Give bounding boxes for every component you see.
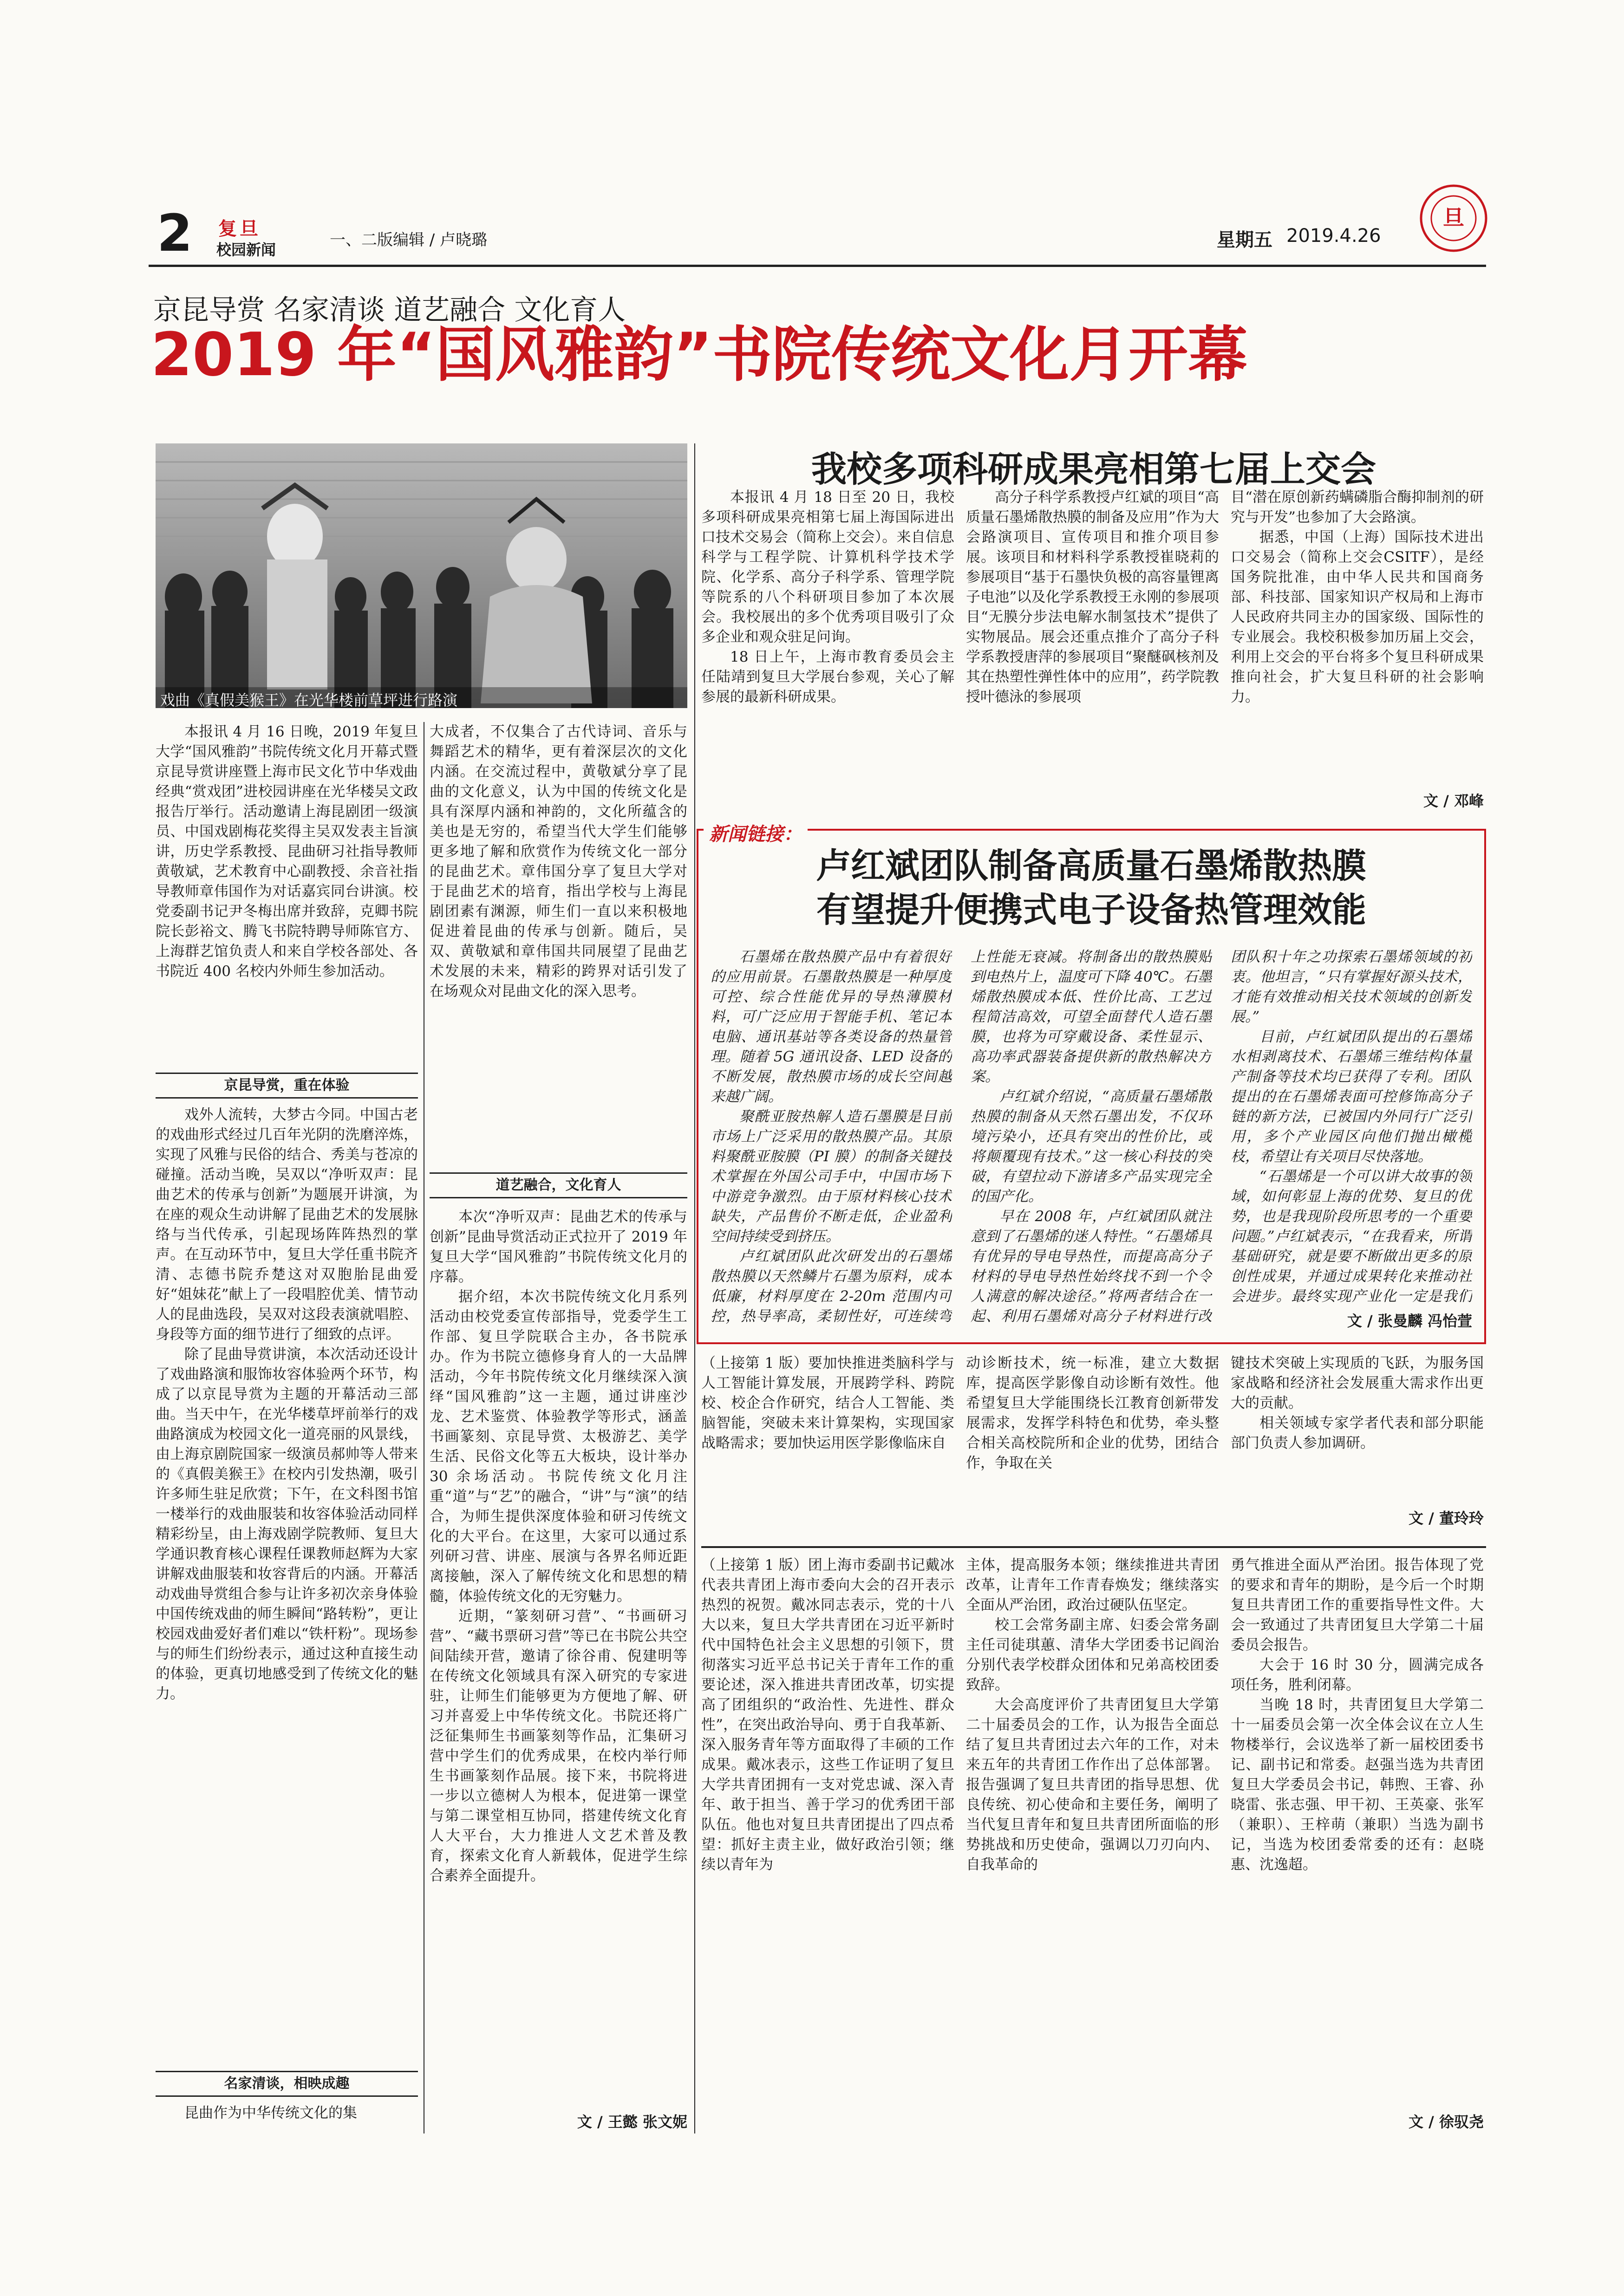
lead-col1d: [156, 2103, 418, 2131]
lead-photo: [156, 443, 687, 708]
cont2-paragraph-2: 主体，提高服务本领；继续推进共青团改革，让青年工作青春焕发；继续落实全面从严治团，政治过硬队伍坚定。: [966, 1557, 1219, 1613]
news-link-col2: [971, 947, 1212, 1328]
cont1-col2: [966, 1353, 1219, 1535]
news-link-paragraph-3: 卢红斌团队此次研发出的石墨烯散热膜以天然鳞片石墨为原料，成本低廉，材料厚度在 2-20m 范围内可控，热导率高，柔韧性好，可连续弯: [711, 1248, 952, 1325]
news-link-paragraph-7: 团队积十年之功探索石墨烯领域的初衷。他坦言，“只有掌握好源头技术，才能有效推动相关技术领域的创新发展。”: [1231, 949, 1472, 1025]
news-link-col1: [711, 947, 952, 1328]
news-link-headline-2: 有望提升便携式电子设备热管理效能: [816, 890, 1366, 930]
lead-paragraph-intro-month: 据介绍，本次书院传统文化月系列活动由校党委宣传部指导，党委学生工作部、复旦学院联合主办，各书院承办。作为书院立德修身育人的一大品牌活动，今年书院传统文化月继续深入演绎“国风雅韵”这一主题，通过讲座沙龙、艺术鉴赏、体验教学等形式，涵盖书画篆刻、京昆导赏、太极游艺、美学生活、民俗文化等五大板块，设计举办 30 余场活动。书院传统文化月注重“道”与“艺”的融合，“讲”与“演”的结合，为师生提供深度体验和研习传统文化的大平台。在这里，大家可以通过系列研习营、讲座、展演与各界名师近距离接触，深入了解传统文化和思想的精髓，体验传统文化的无穷魅力。: [430, 1288, 687, 1605]
university-seal: [1419, 183, 1488, 253]
lead-paragraph-mingjia: 昆曲作为中华传统文化的集: [184, 2105, 357, 2121]
lead-paragraph-roadshow: 除了昆曲导赏讲演，本次活动还设计了戏曲路演和服饰妆容体验两个环节，构成了以京昆导赏为主题的开幕活动三部曲。当天中午，在光华楼草坪前举行的戏曲路演成为校园文化一道亮丽的风景线，由上海京剧院国家一级演员郝帅等人带来的《真假美猴王》在校内引发热潮，吸引许多师生驻足欣赏；下午，在文科图书馆一楼举行的戏曲服装和妆容体验活动同样精彩纷呈，由上海戏剧学院教师、复旦大学通识教育核心课程任课教师赵辉为大家讲解戏曲服装和妆容背后的内涵。开幕活动戏曲导赏组合参与让许多初次亲身体验中国传统戏曲的师生瞬间“路转粉”，更让校园戏曲爱好者们难以“铁杆粉”。现场参与的师生们纷纷表示，通过这种直接生动的体验，更真切地感受到了传统文化的魅力。: [156, 1346, 418, 1702]
lead-paragraph-kunqu: 大成者，不仅集合了古代诗词、音乐与舞蹈艺术的精华，更有着深层次的文化内涵。在交流过程中，黄敬斌分享了昆曲的文化意义，认为中国的传统文化是具有深厚内涵和神韵的，文化所蕴含的美也是无穷的，希望当代大学生们能够更多地了解和欣赏作为传统文化一部分的昆曲艺术。章伟国分享了复旦大学对于昆曲艺术的培育，指出学校与上海昆剧团素有渊源，师生们一直以来积极地促进着昆曲的传承与创新。随后，吴双、黄敬斌和章伟国共同展望了昆曲艺术发展的未来，精彩的跨界对话引发了在场观众对昆曲文化的深入思考。: [430, 723, 687, 1000]
cont2-col3: [1231, 1555, 1484, 2108]
cont1-col3: [1231, 1353, 1484, 1502]
opera-photo-illustration: [156, 443, 687, 708]
news-link-byline: 文 / 张曼麟 冯怡萱: [1347, 1312, 1472, 1330]
expo-col3: [1231, 488, 1484, 785]
lead-subhead-2: 名家清谈，相映成趣: [156, 2071, 418, 2097]
svg-text:旦: 旦: [1443, 205, 1464, 230]
cont1-paragraph-4: 相关领域专家学者代表和部分职能部门负责人参加调研。: [1231, 1415, 1484, 1451]
lead-col2b: [430, 1207, 687, 2110]
expo-paragraph-3: 高分子科学系教授卢红斌的项目“高质量石墨烯散热膜的制备及应用”作为大会路演项目、宣传项目和推介项目参展。该项目和材料科学系教授崔晓莉的参展项目“基于石墨快负极的高容量锂离子电池”以及化学系教授王永刚的参展项目“无膜分步法电解水制氢技术”提供了实物展品。展会还重点推介了高分子科学系教授唐萍的参展项目“聚醚砜核剂及其在热塑性弹性体中的应用”，药学院教授叶德泳的参展项: [966, 489, 1219, 705]
expo-byline: 文 / 邓峰: [1423, 792, 1484, 810]
lead-col1b: [156, 1105, 418, 1723]
lead-col2: [430, 722, 687, 1168]
news-link-paragraph-2: 聚酰亚胺热解人造石墨膜是目前市场上广泛采用的散热膜产品。其原料聚酰亚胺膜（PI 膜）的制备关键技术掌握在外国公司手中，中国市场下中游竞争激烈。由于原材料核心技术缺失，产品售价不断走低，企业盈利空间持续受到挤压。: [711, 1108, 952, 1245]
lead-byline: 文 / 王懿 张文妮: [577, 2113, 687, 2131]
weekday: 星期五: [1217, 229, 1272, 251]
expo-headline: 我校多项科研成果亮相第七届上交会: [811, 449, 1376, 490]
expo-col2: [966, 488, 1219, 817]
cont2-paragraph-3: 校工会常务副主席、妇委会常务副主任司徒琪蕙、清华大学团委书记阎治分别代表学校群众团体和兄弟高校团委致辞。: [966, 1617, 1219, 1693]
news-link-paragraph-9: “石墨烯是一个可以讲大故事的领域，如何彰显上海的优势、复旦的优势，也是我现阶段所思考的一个重要问题。”卢红斌表示，“在我看来，所谓基础研究，就是要不断做出更多的原创性成果，并通过成果转化来推动社会进步。最终实现产业化一定是我们: [1231, 1168, 1472, 1305]
cont2-col1: [701, 1555, 954, 2131]
news-link-paragraph-4: 上性能无衰减。将制备出的散热膜贴到电热片上，温度可下降 40℃。石墨烯散热膜成本低、性价比高、工艺过程简洁高效，可望全面替代人造石墨膜，也将为可穿戴设备、柔性显示、高功率武器装备提供新的散热解决方案。: [971, 949, 1212, 1085]
lead-paragraph-intro: 本报讯 4 月 16 日晚，2019 年复旦大学“国风雅韵”书院传统文化月开幕式暨京昆导赏讲座暨上海市民文化节中华戏曲经典“赏戏团”进校园讲座在光华楼吴文政报告厅举行。活动邀请上海昆剧团一级演员、中国戏剧梅花奖得主吴双发表主旨演讲，历史学系教授、昆曲研习社指导教师黄敬斌，艺术教育中心副教授、余音社指导教师章伟国作为对话嘉宾同台讲演。校党委副书记尹冬梅出席并致辞，克卿书院院长彭裕文、腾飞书院特聘导师陈官方、上海群艺馆负责人和来自学校各部处、各书院近 400 名校内外师生参加活动。: [156, 723, 418, 980]
lead-subhead-1: 京昆导赏，重在体验: [156, 1073, 418, 1099]
lead-paragraph-daoshang: 戏外人流转，大梦古今同。中国古老的戏曲形式经过几百年光阴的洗磨淬炼，实现了风雅与民俗的结合、秀美与苍凉的碰撞。活动当晚，吴双以“净听双声：昆曲艺术的传承与创新”为题展开讲演，为在座的观众生动讲解了昆曲艺术的发展脉络与当代传承，引起现场阵阵热烈的掌声。在互动环节中，复旦大学任重书院齐清、志德书院乔楚这对双胞胎昆曲爱好“姐妹花”献上了一段唱腔优美、情节动人的昆曲选段，吴双对这段表演就唱腔、身段等方面的细节进行了细致的点评。: [156, 1106, 418, 1343]
news-link-paragraph-8: 目前，卢红斌团队提出的石墨烯水相剥离技术、石墨烯三维结构体量产制备等技术均已获得了专利。团队提出的在石墨烯表面可控修饰高分子链的新方法，已被国内外同行广泛引用，多个产业园区向他们抛出橄榄枝，希望让有关项目尽快落地。: [1231, 1028, 1472, 1165]
expo-paragraph-1: 本报讯 4 月 18 日至 20 日，我校多项科研成果亮相第七届上海国际进出口技术交易会（简称上交会）。来自信息科学与工程学院、计算机科学技术学院、化学系、高分子科学系、管理学院等院系的八个科研项目参加了本次展会。我校展出的多个优秀项目吸引了众多企业和观众驻足问询。: [701, 489, 954, 645]
lead-paragraph-opening: 本次“净听双声：昆曲艺术的传承与创新”昆曲导赏活动正式拉开了 2019 年复旦大学“国风雅韵”书院传统文化月的序幕。: [430, 1209, 687, 1285]
news-link-tag: 新闻链接：: [704, 820, 808, 846]
cont2-col2: [966, 1555, 1219, 2131]
photo-caption: 戏曲《真假美猴王》在光华楼前草坪进行路演: [160, 691, 458, 708]
expo-paragraph-5: 据悉，中国（上海）国际技术进出口交易会（简称上交会CSITF），是经国务院批准，由中华人民共和国商务部、科技部、国家知识产权局和上海市人民政府共同主办的国家级、国际性的专业展会。我校积极参加历届上交会，利用上交会的平台将多个复旦科研成果推向社会，扩大复旦科研的社会影响力。: [1231, 529, 1484, 705]
cont1-paragraph-1: （上接第 1 版）要加快推进类脑科学与人工智能计算发展，开展跨学科、跨院校、校企合作研究，结合人工智能、类脑智能，突破未来计算架构，实现国家战略需求；要加快运用医学影像临床自: [701, 1355, 954, 1451]
cont2-paragraph-5: 勇气推进全面从严治团。报告体现了党的要求和青年的期盼，是今后一个时期复旦共青团工作的重要指导性文件。大会一致通过了共青团复旦大学第二十届委员会报告。: [1231, 1557, 1484, 1653]
cont2-paragraph-4: 大会高度评价了共青团复旦大学第二十届委员会的工作，认为报告全面总结了复旦共青团过去六年的工作，对未来五年的共青团工作作出了总体部署。报告强调了复旦共青团的指导思想、优良传统、初心使命和主要任务，阐明了当代复旦青年和复旦共青团所面临的形势挑战和历史使命，强调以刀刃向内、自我革命的: [966, 1697, 1219, 1873]
section-name: 校园新闻: [216, 241, 276, 259]
lead-headline: 2019 年“国风雅韵”书院传统文化月开幕: [151, 320, 1248, 390]
cont1-col1: [701, 1353, 954, 1535]
lead-kicker: 京昆导赏 名家清谈 道艺融合 文化育人: [153, 294, 626, 326]
cont2-paragraph-1: （上接第 1 版）团上海市委副书记戴冰代表共青团上海市委向大会的召开表示热烈的祝贺。戴冰同志表示，党的十八大以来，复旦大学共青团在习近平新时代中国特色社会主义思想的引领下，贯彻落实习近平总书记关于青年工作的重要论述，深入推进共青团改革，切实提高了团组织的“政治性、先进性、群众性”，在突出政治导向、勇于自我革新、深入服务青年等方面取得了丰硕的工作成果。戴冰表示，这些工作证明了复旦大学共青团拥有一支对党忠诚、深入青年、敢于担当、善于学习的优秀团干部队伍。他也对复旦共青团提出了四点希望：抓好主责主业，做好政治引领；继续以青年为: [701, 1557, 954, 1873]
seal-icon: [1419, 183, 1488, 253]
news-link-headline-1: 卢红斌团队制备高质量石墨烯散热膜: [816, 846, 1366, 886]
cont1-byline: 文 / 董玲玲: [1409, 1509, 1484, 1527]
page-number: 2: [157, 203, 193, 263]
cont1-paragraph-2: 动诊断技术，统一标准，建立大数据库，提高医学影像自动诊断有效性。他希望复旦大学能围绕长江教育创新带发展需求，发挥学科特色和优势，牵头整合相关高校院所和企业的优势，团结合作，争取在关: [966, 1355, 1219, 1471]
lead-paragraph-recent: 近期，“篆刻研习营”、“书画研习营”、“藏书票研习营”等已在书院公共空间陆续开营，邀请了徐谷甫、倪建明等在传统文化领域具有深入研究的专家进驻，让师生们能够更为方便地了解、研习并喜爱上中华传统文化。书院还将广泛征集师生书画篆刻等作品，汇集研习营中学生们的优秀成果，在校内举行师生书画篆刻作品展。接下来，书院将进一步以立德树人为根本，促进第一课堂与第二课堂相互协同，搭建传统文化育人大平台，大力推进人文艺术普及教育，探索文化育人新载体，促进学生综合素养全面提升。: [430, 1608, 687, 1884]
cont1-paragraph-3: 键技术突破上实现质的飞跃，为服务国家战略和经济社会发展重大需求作出更大的贡献。: [1231, 1355, 1484, 1411]
news-link-col3: [1231, 947, 1472, 1305]
issue-date: 2019.4.26: [1286, 225, 1381, 247]
cont2-paragraph-6: 大会于 16 时 30 分，圆满完成各项任务，胜利闭幕。: [1231, 1657, 1484, 1693]
cont-divider: [701, 1546, 1486, 1548]
page-header: [149, 203, 1495, 263]
expo-paragraph-2: 18 日上午，上海市教育委员会主任陆靖到复旦大学展台参观，关心了解参展的最新科研成果。: [701, 649, 954, 705]
expo-paragraph-4: 目“潜在原创新药螨磷脂合酶抑制剂的研究与开发”也参加了大会路演。: [1231, 489, 1484, 526]
cont2-byline: 文 / 徐驭尧: [1409, 2113, 1484, 2131]
editors-credit: 一、二版编辑 / 卢晓璐: [330, 231, 488, 249]
lead-col1: [156, 722, 418, 1056]
news-link-paragraph-6: 早在 2008 年，卢红斌团队就注意到了石墨烯的迷人特性。“石墨烯具有优异的导电导热性，而提高高分子材料的导电导热性始终找不到一个令人满意的解决途径。”将两者结合在一起、利用石墨烯对高分子材料进行改: [971, 1208, 1212, 1325]
paper-name: 复旦: [218, 218, 261, 240]
header-rule: [149, 265, 1486, 267]
center-col-rule: [694, 443, 695, 2133]
lead-subhead-3: 道艺融合，文化育人: [430, 1172, 687, 1198]
news-link-paragraph-5: 卢红斌介绍说，“高质量石墨烯散热膜的制备从天然石墨出发，不仅环境污染小，还具有突出的性价比，或将颠覆现有技术。”这一核心科技的突破，有望拉动下游诸多产品实现完全的国产化。: [971, 1088, 1212, 1205]
expo-col1: [701, 488, 954, 817]
cont2-paragraph-7: 当晚 18 时，共青团复旦大学第二十一届委员会第一次全体会议在立人生物楼举行，会议选举了新一届校团委书记、副书记和常委。赵强当选为共青团复旦大学委员会书记，韩煦、王睿、孙晓雷、张志强、甲干初、王英豪、张军（兼职）、王梓萌（兼职）当选为副书记，当选为校团委常委的还有：赵晓惠、沈逸超。: [1231, 1697, 1484, 1873]
news-link-paragraph-1: 石墨烯在散热膜产品中有着很好的应用前景。石墨散热膜是一种厚度可控、综合性能优异的导热薄膜材料，可广泛应用于智能手机、笔记本电脑、通讯基站等各类设备的热量管理。随着 5G 通讯设备、LED 设备的不断发展，散热膜市场的成长空间越来越广阔。: [711, 949, 952, 1105]
